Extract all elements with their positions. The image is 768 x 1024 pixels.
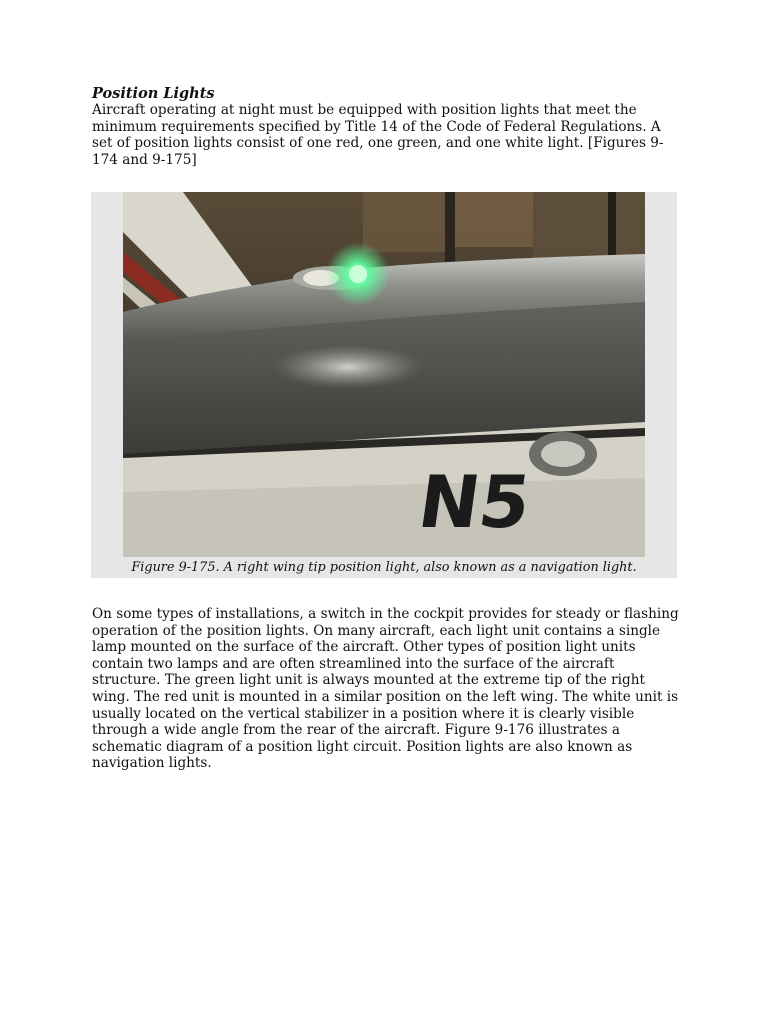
registration-marking: N5 [413, 461, 536, 545]
section-heading: Position Lights [92, 85, 215, 102]
figure-caption: Figure 9-175. A right wing tip position light, also known as a navigation light. [131, 560, 637, 575]
intro-section [92, 85, 682, 168]
intro-paragraph: Aircraft operating at night must be equipped with position lights that meet the minimum requirements specified by Title 14 of the Code of Federal Regulations. A set of position lights consist of one red, one green, and one white light. [Figures 9-174 and 9-175] [92, 102, 664, 168]
figure-9-175 [91, 192, 677, 578]
wing-tip-photo [123, 192, 645, 557]
body-section [92, 606, 682, 772]
body-paragraph: On some types of installations, a switch in the cockpit provides for steady or flashing operation of the position lights. On many aircraft, each light unit contains a single lamp mounted on the surface of the aircraft. Other types of position light units contain two lamps and are often streamlined into the surface of the aircraft structure. The green light unit is always mounted at the extreme tip of the right wing. The red unit is mounted in a similar position on the left wing. The white unit is usually located on the vertical stabilizer in a position where it is clearly visible through a wide angle from the rear of the aircraft. Figure 9-176 illustrates a schematic diagram of a position light circuit. Position lights are also known as navigation lights. [92, 606, 679, 772]
